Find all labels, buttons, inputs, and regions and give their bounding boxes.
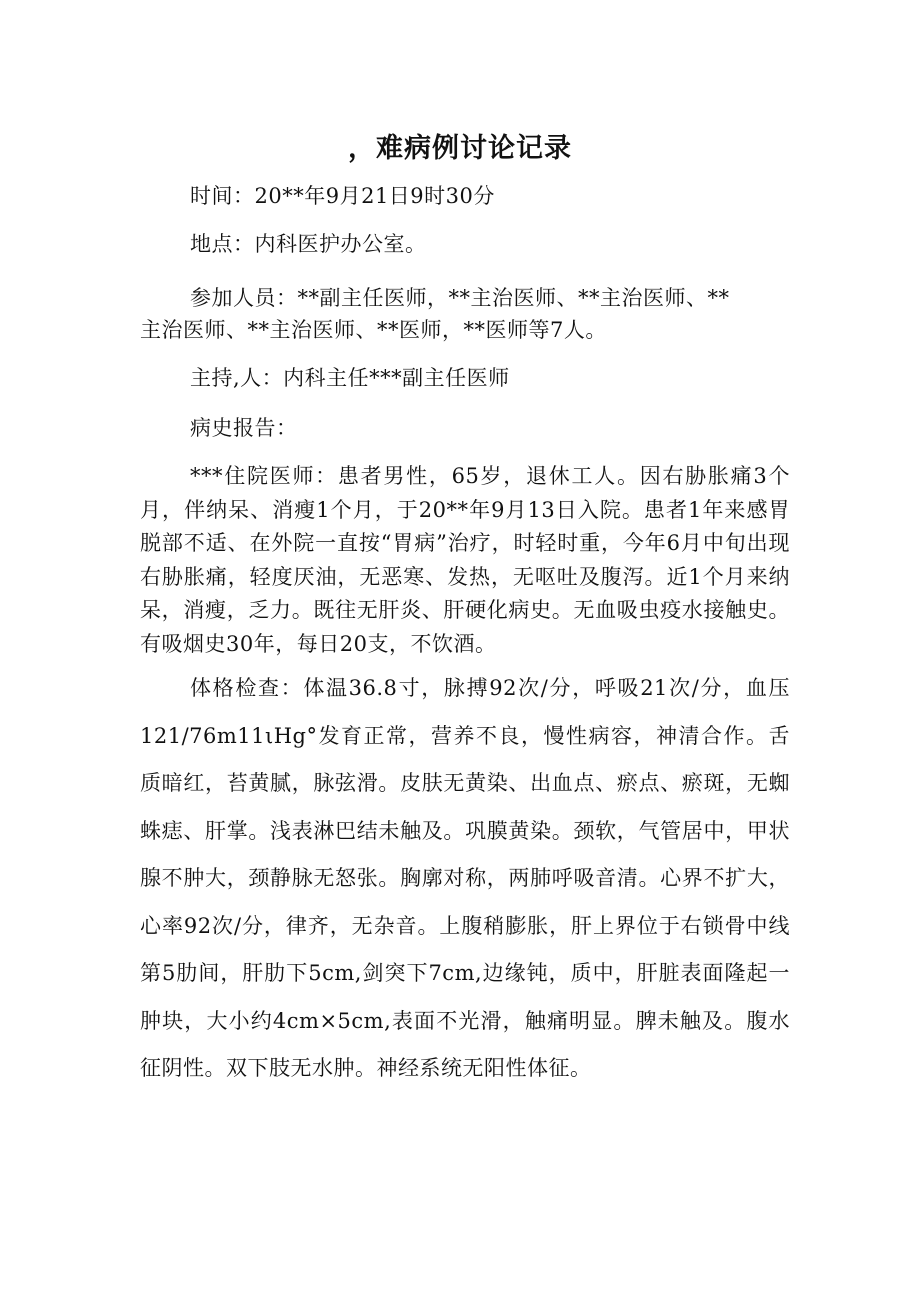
history-heading: 病史报告： bbox=[190, 416, 298, 440]
meeting-host: 主持,人：内科主任***副主任医师 bbox=[190, 366, 510, 390]
meeting-location: 地点：内科医护办公室。 bbox=[190, 232, 427, 256]
meeting-time: 时间：20**年9月21日9时30分 bbox=[190, 184, 495, 208]
document-title: ，难病例讨论记录 bbox=[348, 133, 572, 164]
history-report-paragraph: ***住院医师：患者男性，65岁，退休工人。因右胁胀痛3个月，伴纳呆、消瘦1个月，于20**年9月13日入院。患者1年来感胃脱部不适、在外院一直按“胃病”治疗，时轻时重，今年6月中旬出现右胁胀痛，轻度厌油，无恶寒、发热，无呕吐及腹泻。近1个月来纳呆，消瘦，乏力。既往无肝炎、肝硬化病史。无血吸虫疫水接触史。有吸烟史30年，每日20支，不饮酒。 bbox=[140, 464, 790, 656]
physical-exam-paragraph: 体格检查：体温36.8寸，脉搏92次/分，呼吸21次/分，血压121/76m11ιHg°发育正常，营养不良，慢性病容，神清合作。舌质暗红，苔黄腻，脉弦滑。皮肤无黄染、出血点、瘀点、瘀斑，无蜘蛛痣、肝掌。浅表淋巴结未触及。巩膜黄染。颈软，气管居中，甲状腺不肿大，颈静脉无怒张。胸廓对称，两肺呼吸音清。心界不扩大，心率92次/分，律齐，无杂音。上腹稍膨胀，肝上界位于右锁骨中线第5肋间，肝肋下5cm,剑突下7cm,边缘钝，质中，肝脏表面隆起一肿块，大小约4cm×5cm,表面不光滑，触痛明显。脾未触及。腹水征阴性。双下肢无水肿。神经系统无阳性体征。 bbox=[140, 676, 790, 1080]
participants-line-2: 主治医师、**主治医师、**医师，**医师等7人。 bbox=[140, 318, 607, 342]
participants-line-1: 参加人员：**副主任医师，**主治医师、**主治医师、** bbox=[190, 286, 730, 310]
